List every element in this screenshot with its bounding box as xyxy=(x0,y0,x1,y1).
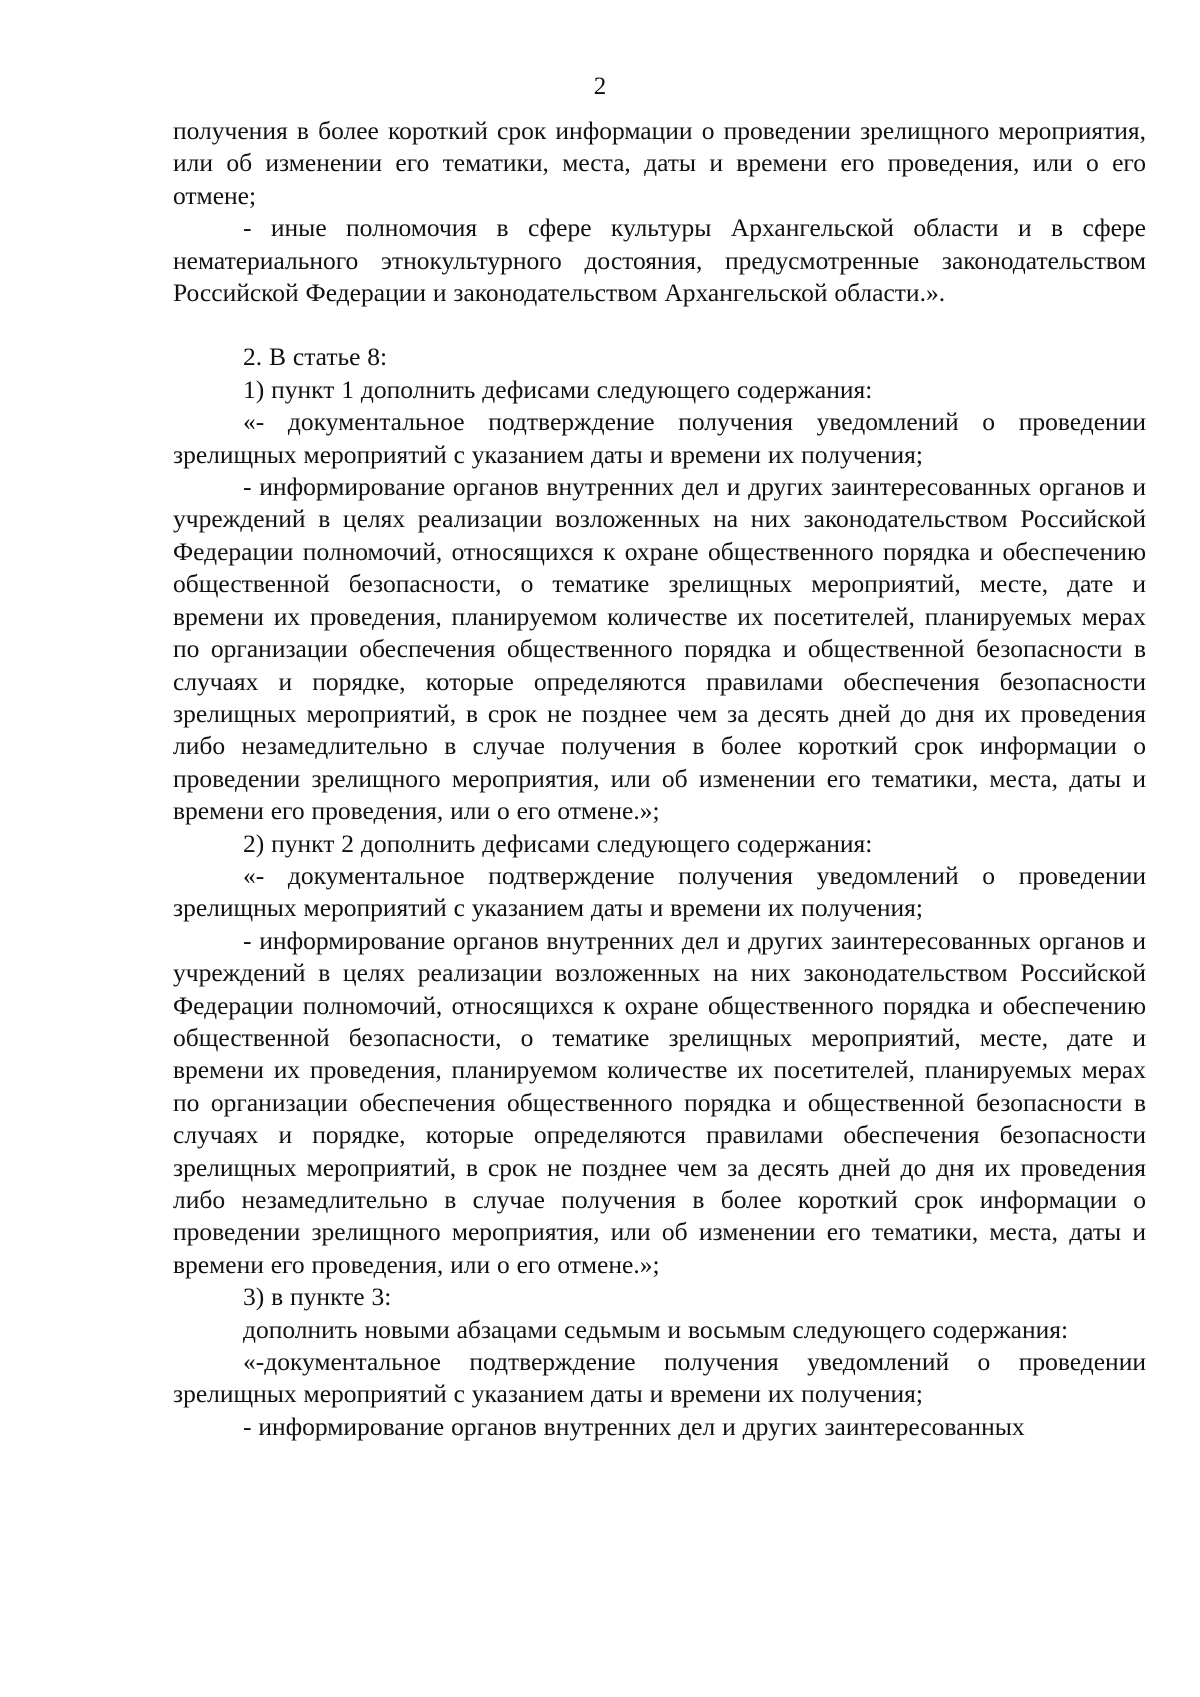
paragraph-continuation: получения в более короткий срок информации о проведении зрелищного мероприятия, или об изменении его тематики, места, даты и времени его проведения, или о его отмене; xyxy=(173,116,1146,210)
page-number: 2 xyxy=(593,73,607,100)
paragraph-article-8-heading: 2. В статье 8: xyxy=(243,342,388,372)
paragraph-item-2-confirmation: «- документальное подтверждение получения уведомлений о проведении зрелищных мероприятий с указанием даты и времени их получения; xyxy=(173,860,1146,923)
paragraph-item-3-confirmation: «-документальное подтверждение получения уведомлений о проведении зрелищных мероприятий с указанием даты и времени их получения; xyxy=(173,1347,1146,1409)
paragraph-other-powers: - иные полномочия в сфере культуры Архангельской области и в сфере нематериального этнокультурного достояния, предусмотренные законодательством Российской Федерации и законодательством Архангельской области.». xyxy=(173,213,1146,308)
paragraph-item-2-intro: 2) пункт 2 дополнить дефисами следующего содержания: xyxy=(243,828,873,858)
paragraph-item-2-informing: - информирование органов внутренних дел и других заинтересованных органов и учреждений в целях реализации возложенных на них законодательством Российской Федерации полномочий, относящихся к охране общественного порядка и обеспечению общественной безопасности, о тематике зрелищных мероприятий, месте, дате и времени их проведения, планируемом количестве их посетителей, планируемых мерах по организации обеспечения общественного порядка и общественной безопасности в случаях и порядке, которые определяются правилами обеспечения безопасности зрелищных мероприятий, в срок не позднее чем за десять дней до дня их проведения либо незамедлительно в случае получения в более короткий срок информации о проведении зрелищного мероприятия, или об изменении его тематики, места, даты и времени его проведения, или о его отмене.»; xyxy=(173,925,1146,1279)
document-body xyxy=(173,115,1146,1443)
paragraph-item-3-informing: - информирование органов внутренних дел и других заинтересованных xyxy=(243,1411,1025,1441)
paragraph-item-1-informing: - информирование органов внутренних дел и других заинтересованных органов и учреждений в целях реализации возложенных на них законодательством Российской Федерации полномочий, относящихся к охране общественного порядка и обеспечению общественной безопасности, о тематике зрелищных мероприятий, месте, дате и времени их проведения, планируемом количестве их посетителей, планируемых мерах по организации обеспечения общественного порядка и общественной безопасности в случаях и порядке, которые определяются правилами обеспечения безопасности зрелищных мероприятий, в срок не позднее чем за десять дней до дня их проведения либо незамедлительно в случае получения в более короткий срок информации о проведении зрелищного мероприятия, или об изменении его тематики, места, даты и времени его проведения, или о его отмене.»; xyxy=(173,472,1146,826)
paragraph-item-1-confirmation: «- документальное подтверждение получения уведомлений о проведении зрелищных мероприятий с указанием даты и времени их получения; xyxy=(173,407,1146,469)
paragraph-item-3-add-paragraphs: дополнить новыми абзацами седьмым и восьмым следующего содержания: xyxy=(243,1314,1069,1344)
paragraph-item-3-intro: 3) в пункте 3: xyxy=(243,1282,392,1312)
paragraph-item-1-intro: 1) пункт 1 дополнить дефисами следующего содержания: xyxy=(243,374,873,404)
